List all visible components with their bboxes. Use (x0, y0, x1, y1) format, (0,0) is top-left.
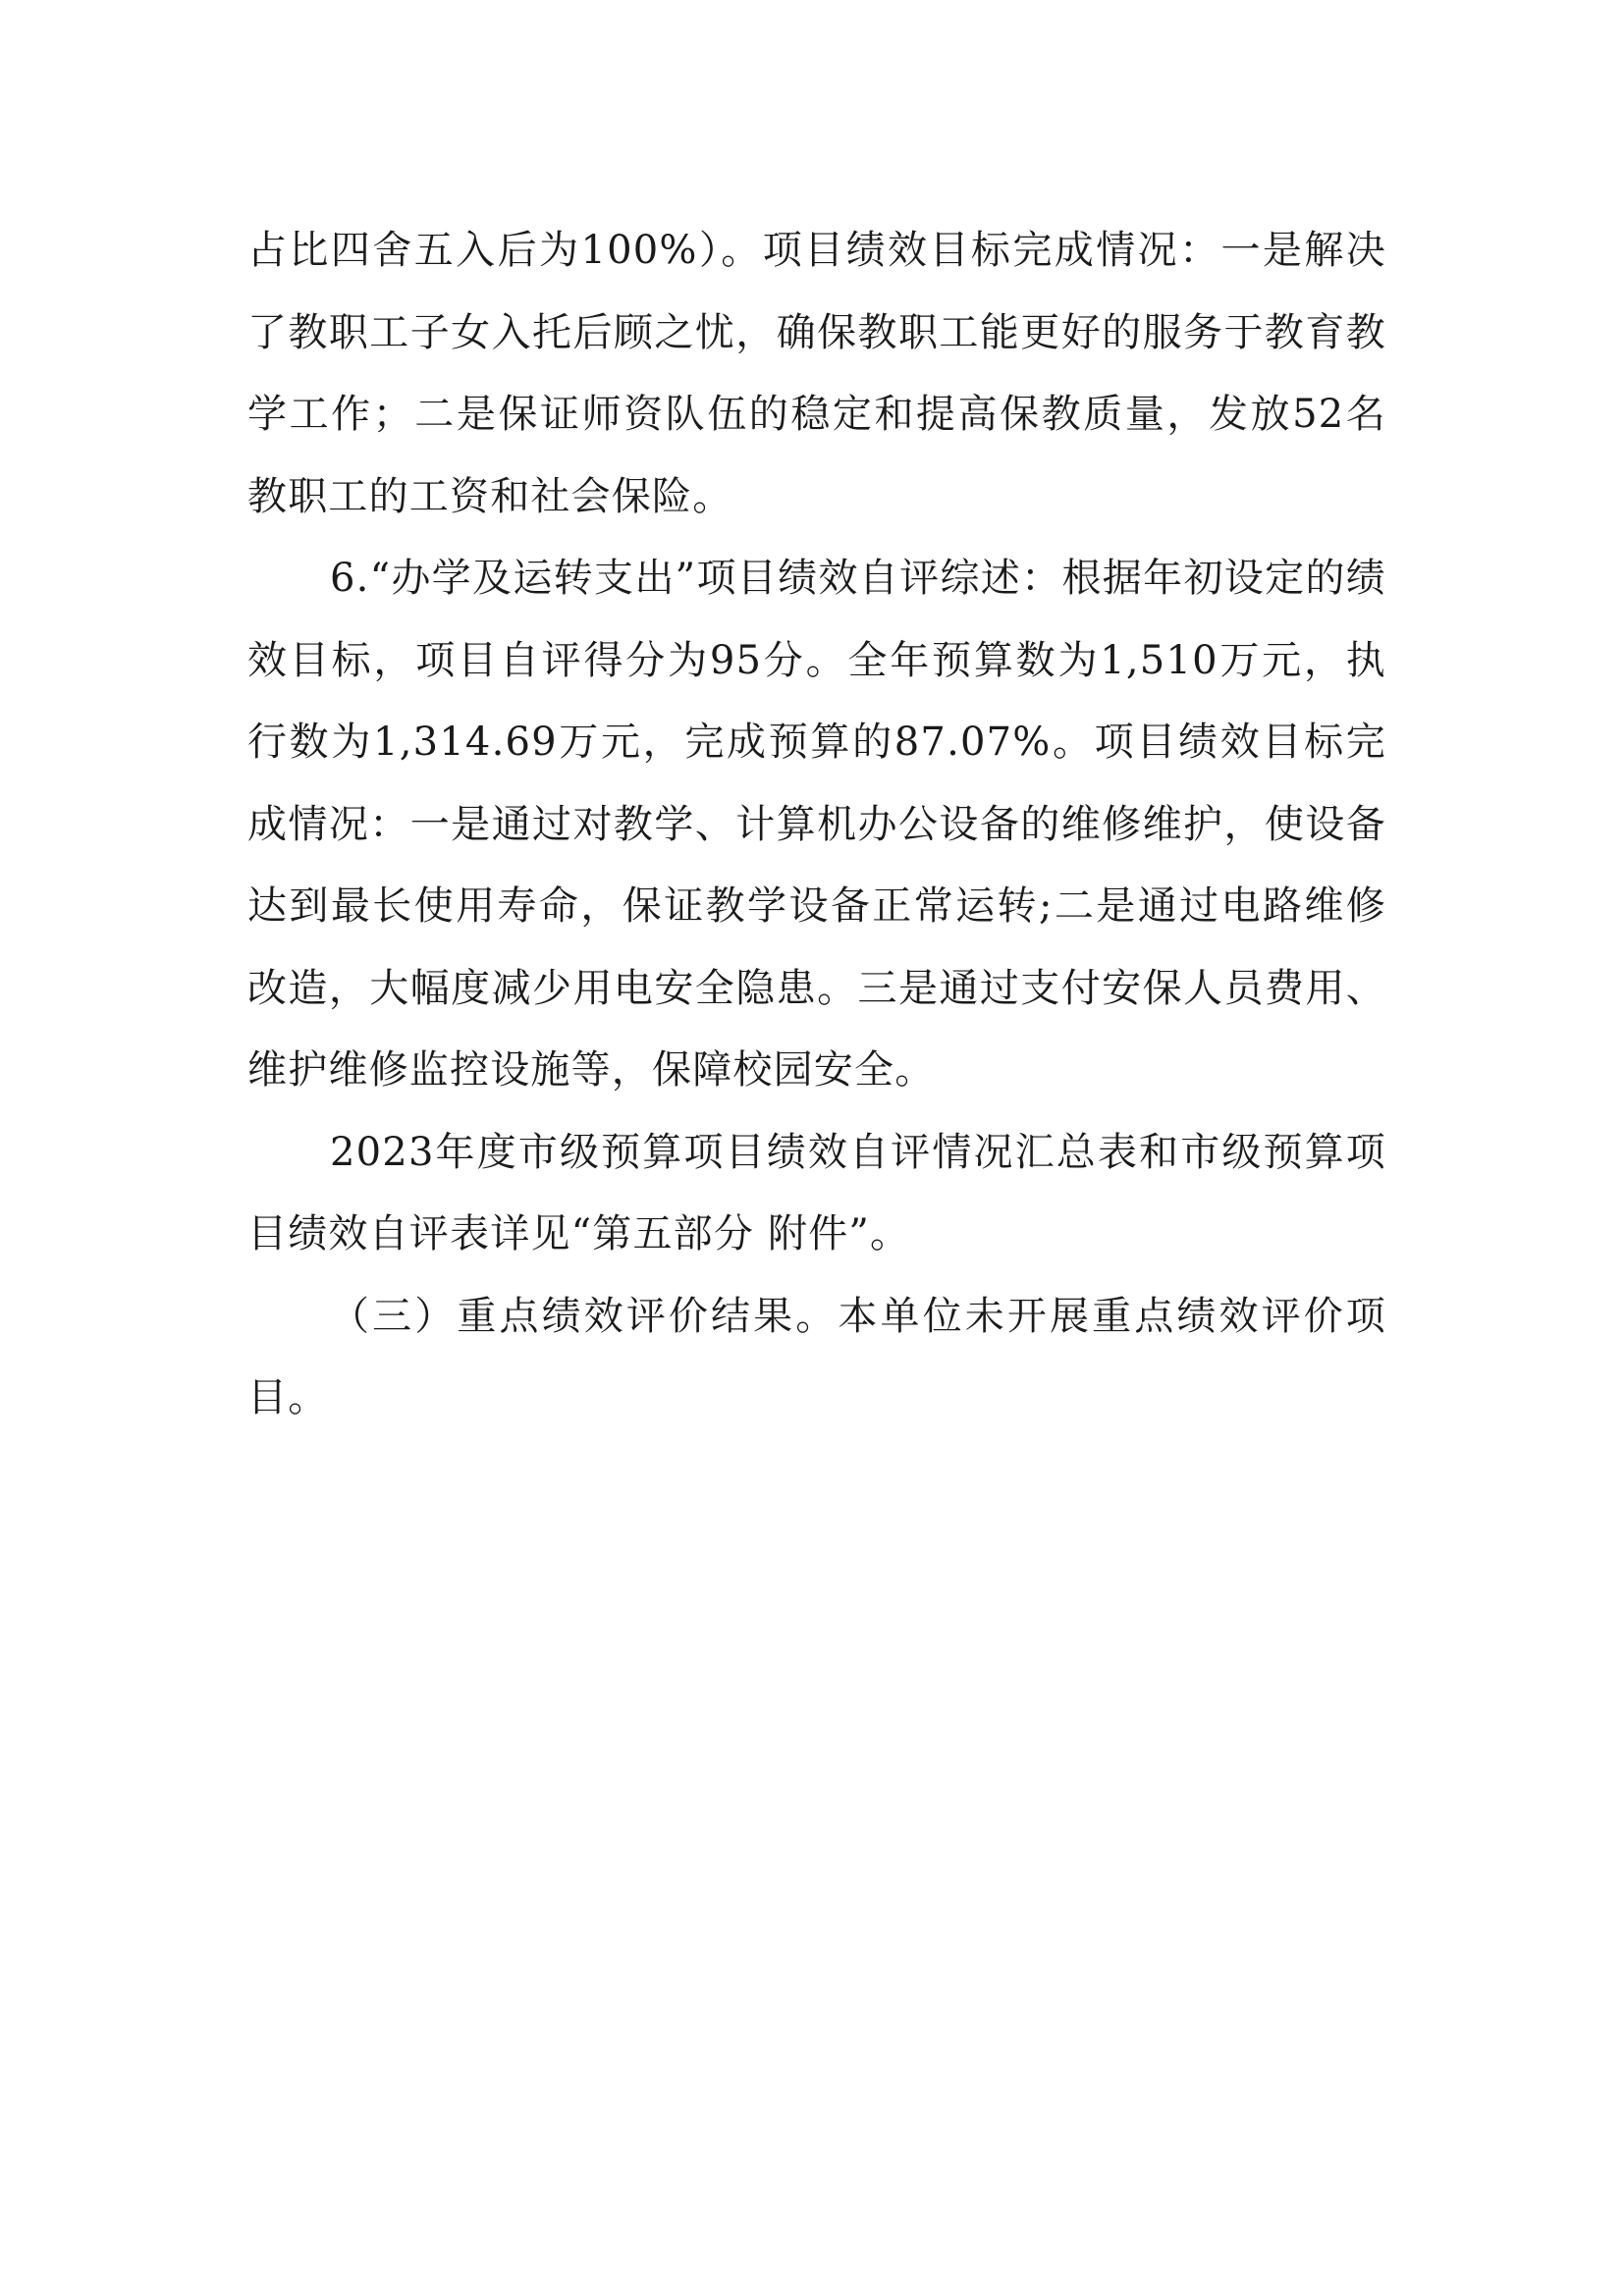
paragraph-kindergarten-results: 占比四舍五入后为100%）。项目绩效目标完成情况：一是解决了教职工子女入托后顾之忧，确保教职工能更好的服务于教育教学工作；二是保证师资队伍的稳定和提高保教质量，发放52名教职工的工资和社会保险。 (247, 228, 1386, 519)
paragraph-operations-expenditure: 6.“办学及运转支出”项目绩效自评综述：根据年初设定的绩效目标，项目自评得分为95分。全年预算数为1,510万元，执行数为1,314.69万元，完成预算的87.07%。项目绩效目标完成情况：一是通过对教学、计算机办公设备的维修维护，使设备达到最长使用寿命，保证教学设备正常运转;二是通过电路维修改造，大幅度减少用电安全隐患。三是通过支付安保人员费用、维护维修监控设施等，保障校园安全。 (247, 556, 1386, 1093)
paragraph-attachment-reference: 2023年度市级预算项目绩效自评情况汇总表和市级预算项目绩效自评表详见“第五部分 附件”。 (247, 1129, 1386, 1256)
body-text (247, 210, 1386, 1440)
paragraph-key-evaluation: （三）重点绩效评价结果。本单位未开展重点绩效评价项目。 (247, 1293, 1386, 1420)
